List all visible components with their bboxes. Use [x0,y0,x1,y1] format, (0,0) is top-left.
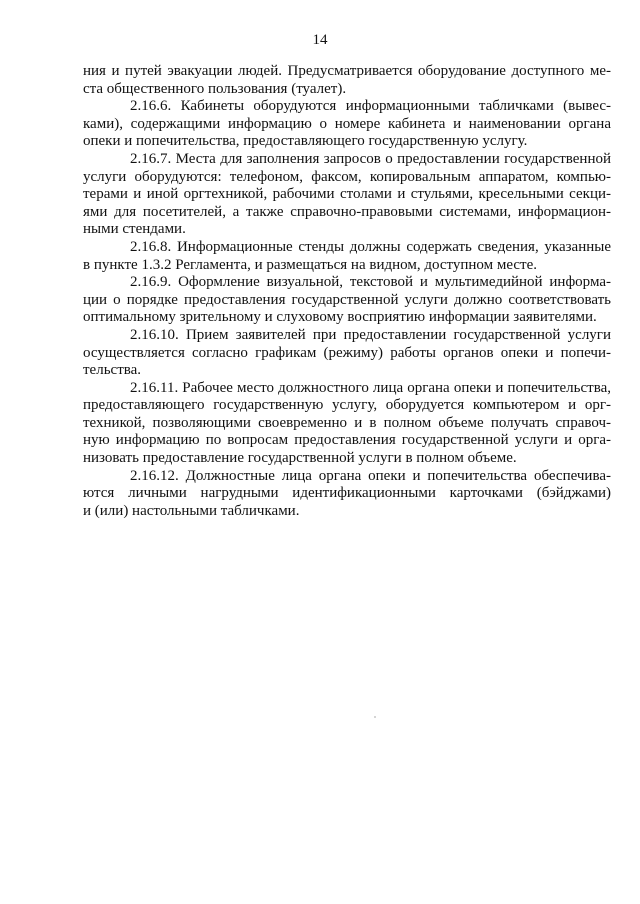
text-line: ста общественного пользования (туалет). [83,80,347,97]
text-line: и (или) настольными табличками. [83,502,300,519]
paragraph-p-2-16-12 [83,468,611,521]
text-line: 2.16.6. Кабинеты оборудуются информационными табличками (вывес- [130,98,611,115]
text-line: в пункте 1.3.2 Регламента, и размещаться на видном, доступном месте. [83,256,538,273]
text-line: ния и путей эвакуации людей. Предусматривается оборудование доступного ме- [83,63,611,79]
paragraph-p-2-16-10 [83,327,611,380]
text-line: низовать предоставление государственной услуги в полном объеме. [83,450,517,467]
paragraph-p-2-16-7 [83,151,611,239]
text-line: ями для посетителей, а также справочно-правовыми системами, информацион- [83,203,611,220]
text-line: ками), содержащими информацию о номере кабинета и наименовании органа [83,115,611,132]
text-line: ции о порядке предоставления государственной услуги должно соответствовать [83,291,611,308]
text-line: 2.16.8. Информационные стенды должны содержать сведения, указанные [130,238,611,255]
text-line: оптимальному зрительному и слуховому восприятию информации заявителями. [83,309,597,326]
text-line: ную информацию по вопросам предоставления государственной услуги и орга- [83,432,611,449]
text-line: предоставляющего государственную услугу, оборудуется компьютером и орг- [83,397,611,414]
text-line: терами и иной оргтехникой, рабочими столами и стульями, кресельными секци- [83,186,611,203]
text-line: 2.16.9. Оформление визуальной, текстовой и мультимедийной информа- [130,274,611,291]
scan-speck [374,716,376,718]
text-line: опеки и попечительства, предоставляющего государственную услугу. [83,133,528,150]
text-line: ются личными нагрудными идентификационными карточками (бэйджами) [83,485,611,502]
document-body [83,63,611,520]
text-line: 2.16.12. Должностные лица органа опеки и попечительства обеспечива- [130,467,611,484]
paragraph-p-2-16-6 [83,98,611,151]
text-line: 2.16.11. Рабочее место должностного лица органа опеки и попечительства, [130,379,611,396]
text-line: техникой, позволяющими своевременно и в полном объеме получать справоч- [83,414,611,431]
paragraph-p-2-16-11 [83,380,611,468]
page-number: 14 [312,32,328,48]
paragraph-p-2-16-8 [83,239,611,274]
text-line: 2.16.7. Места для заполнения запросов о предоставлении государственной [130,150,611,167]
text-line: тельства. [83,362,142,379]
text-line: 2.16.10. Прием заявителей при предоставлении государственной услуги [130,326,611,343]
paragraph-p0 [83,63,611,98]
text-line: ными стендами. [83,221,186,238]
text-line: осуществляется согласно графикам (режиму) работы органов опеки и попечи- [83,344,611,361]
paragraph-p-2-16-9 [83,274,611,327]
text-line: услуги оборудуются: телефоном, факсом, копировальным аппаратом, компью- [83,168,611,185]
